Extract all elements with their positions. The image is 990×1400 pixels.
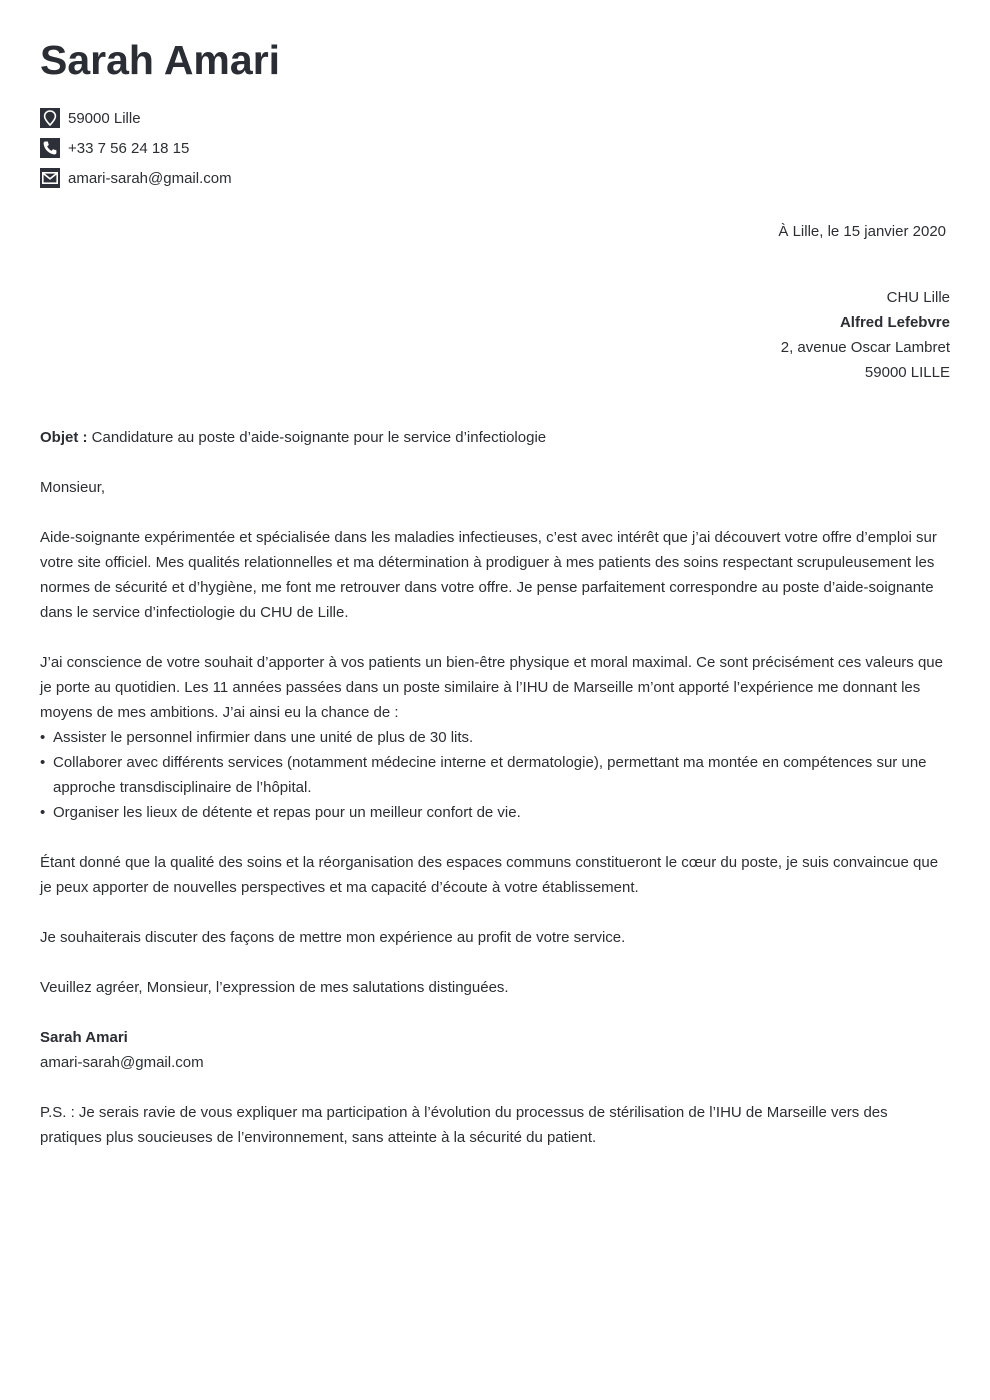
closing: Veuillez agréer, Monsieur, l’expression de mes salutations distinguées.	[40, 979, 509, 996]
signature-block	[40, 1025, 950, 1075]
recipient-organization: CHU Lille	[886, 289, 950, 306]
envelope-icon	[40, 168, 60, 188]
signature-name: Sarah Amari	[40, 1029, 128, 1046]
recipient-city: 59000 LILLE	[864, 364, 950, 381]
recipient-block	[781, 285, 950, 385]
address-text: 59000 Lille	[68, 109, 141, 127]
paragraph-3: Étant donné que la qualité des soins et la réorganisation des espaces communs constitueront le cœur du poste, je suis convaincue que je peux apporter de nouvelles perspectives et ma capacité d’écoute à votre établissement.	[40, 854, 939, 896]
contact-phone	[40, 138, 189, 158]
bullet-marker: •	[40, 804, 46, 821]
recipient-person: Alfred Lefebvre	[839, 314, 950, 331]
postscript: P.S. : Je serais ravie de vous expliquer ma participation à l’évolution du processus de stérilisation de l’IHU de Marseille vers des pratiques plus soucieuses de l’environnement, sans atteinte à la sécurité du patient.	[40, 1104, 888, 1146]
salutation: Monsieur,	[40, 479, 106, 496]
list-item	[40, 725, 950, 750]
phone-text: +33 7 56 24 18 15	[68, 139, 190, 157]
phone-icon	[40, 138, 60, 158]
contact-email	[40, 168, 232, 188]
paragraph-2: J’ai conscience de votre souhait d’apporter à vos patients un bien-être physique et moral maximal. Ce sont précisément ces valeurs que je porte au quotidien. Les 11 années passées dans un poste similaire à l’IHU de Marseille m’ont apporté l’expérience me donnant les moyens de mes ambitions. J’ai ainsi eu la chance de :	[40, 654, 943, 721]
location-pin-icon	[40, 108, 60, 128]
list-item-text: Collaborer avec différents services (notamment médecine interne et dermatologie), permettant ma montée en compétences sur une approche transdisciplinaire de l’hôpital.	[53, 754, 927, 796]
letter-body	[40, 425, 950, 1175]
subject-text: Candidature au poste d’aide-soignante pour le service d’infectiologie	[87, 429, 547, 446]
letter-date: À Lille, le 15 janvier 2020	[778, 223, 946, 240]
paragraph-4: Je souhaiterais discuter des façons de mettre mon expérience au profit de votre service.	[40, 929, 626, 946]
applicant-name: Sarah Amari	[40, 37, 281, 83]
email-text: amari-sarah@gmail.com	[68, 169, 232, 187]
recipient-street: 2, avenue Oscar Lambret	[780, 339, 950, 356]
paragraph-1: Aide-soignante expérimentée et spécialisée dans les maladies infectieuses, c’est avec intérêt que j’ai découvert votre offre d’emploi sur votre site officiel. Mes qualités relationnelles et ma détermination à prodiguer à mes patients des soins respectant scrupuleusement les normes de sécurité et d’hygiène, me font me retrouver dans votre offre. Je pense parfaitement correspondre au poste d’aide-soignante dans le service d’infectiologie du CHU de Lille.	[40, 529, 937, 621]
bullet-marker: •	[40, 729, 46, 746]
bullet-marker: •	[40, 754, 46, 771]
subject-line	[40, 425, 950, 450]
list-item	[40, 800, 950, 825]
contact-address	[40, 108, 141, 128]
signature-email: amari-sarah@gmail.com	[40, 1054, 204, 1071]
list-item-text: Organiser les lieux de détente et repas pour un meilleur confort de vie.	[53, 804, 521, 821]
subject-label: Objet :	[40, 429, 88, 446]
list-item-text: Assister le personnel infirmier dans une unité de plus de 30 lits.	[53, 729, 474, 746]
list-item	[40, 750, 950, 800]
experience-list	[40, 725, 950, 825]
